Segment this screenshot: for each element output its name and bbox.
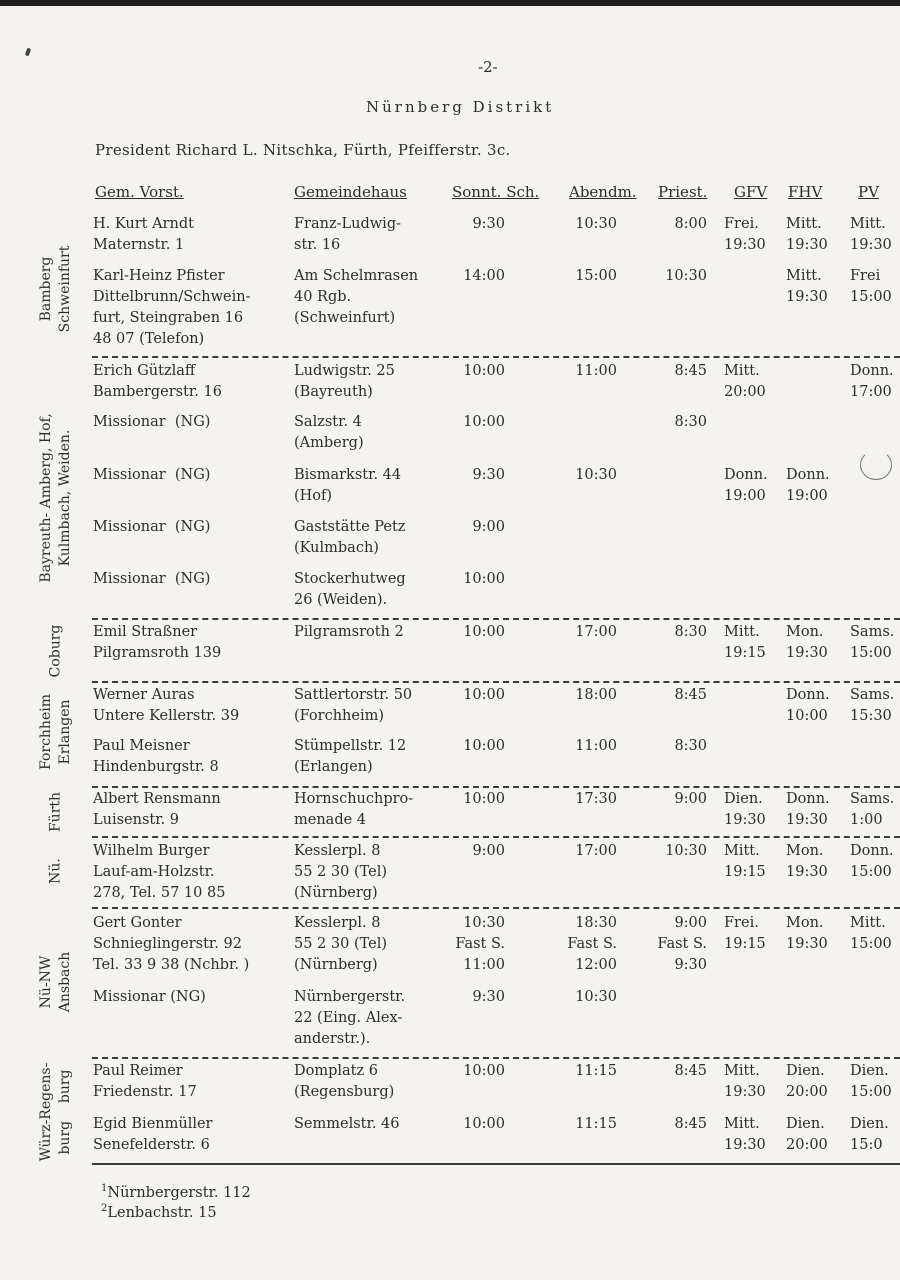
table-bottom-rule xyxy=(92,1163,900,1165)
cell-sonnt: 10:00 xyxy=(463,738,505,754)
cell-gfv: Dien. 19:30 xyxy=(724,791,766,828)
header-abendm: Abendm. xyxy=(569,183,637,201)
cell-fhv: Dien. 20:00 xyxy=(786,1063,828,1100)
header-priest: Priest. xyxy=(658,183,708,201)
cell-haus: Salzstr. 4 (Amberg) xyxy=(294,414,364,451)
cell-priest: 10:30 xyxy=(665,843,707,859)
cell-fhv: Donn. 10:00 xyxy=(786,687,830,724)
group-label: Würz-Regens- burg burg xyxy=(38,1062,73,1162)
page-number: -2- xyxy=(478,58,498,76)
cell-sonnt: 10:00 xyxy=(463,571,505,587)
cell-priest: 8:45 xyxy=(674,1116,707,1132)
cell-sonnt: 9:30 xyxy=(472,467,505,483)
cell-priest: 8:45 xyxy=(674,363,707,379)
cell-vorst: Paul Reimer Friedenstr. 17 xyxy=(93,1063,197,1100)
cell-pv: Dien. 15:0 xyxy=(850,1116,889,1153)
cell-haus: Stümpellstr. 12 (Erlangen) xyxy=(294,738,407,775)
cell-gfv: Mitt. 19:30 xyxy=(724,1063,766,1100)
cell-sonnt: 9:00 xyxy=(472,519,505,535)
cell-fhv: Mon. 19:30 xyxy=(786,915,828,952)
cell-vorst: Missionar (NG) xyxy=(93,519,211,535)
footnote xyxy=(101,1198,217,1224)
cell-vorst: H. Kurt Arndt Maternstr. 1 xyxy=(93,216,194,253)
cell-abend: 17:30 xyxy=(575,791,617,807)
footnote-mark: 2 xyxy=(101,1203,108,1214)
cell-gfv: Mitt. 19:15 xyxy=(724,624,766,661)
header-gemeindehaus: Gemeindehaus xyxy=(294,183,407,201)
cell-gfv: Mitt. 19:30 xyxy=(724,1116,766,1153)
cell-abend: 18:30 Fast S. 12:00 xyxy=(567,915,617,973)
cell-vorst: Werner Auras Untere Kellerstr. 39 xyxy=(93,687,240,724)
cell-priest: 8:45 xyxy=(674,687,707,703)
cell-abend: 10:30 xyxy=(575,467,617,483)
cell-priest: 8:30 xyxy=(674,624,707,640)
cell-sonnt: 10:00 xyxy=(463,1116,505,1132)
cell-vorst: Egid Bienmüller Senefelderstr. 6 xyxy=(93,1116,213,1153)
cell-haus: Ludwigstr. 25 (Bayreuth) xyxy=(294,363,395,400)
group-separator xyxy=(92,618,900,620)
group-label: Nü. xyxy=(47,858,64,884)
cell-fhv: Mon. 19:30 xyxy=(786,843,828,880)
cell-fhv: Mitt. 19:30 xyxy=(786,216,828,253)
cell-haus: Franz-Ludwig- str. 16 xyxy=(294,216,401,253)
cell-vorst: Paul Meisner Hindenburgstr. 8 xyxy=(93,738,219,775)
scan-edge xyxy=(0,0,900,6)
cell-gfv: Donn. 19:00 xyxy=(724,467,768,504)
cell-gfv: Mitt. 19:15 xyxy=(724,843,766,880)
cell-sonnt: 10:00 xyxy=(463,791,505,807)
group-separator xyxy=(92,786,900,788)
cell-gfv: Frei. 19:30 xyxy=(724,216,766,253)
cell-vorst: Gert Gonter Schnieglingerstr. 92 Tel. 33 9 38 (Nchbr. ) xyxy=(93,915,250,973)
cell-sonnt: 10:00 xyxy=(463,687,505,703)
cell-abend: 11:00 xyxy=(575,738,617,754)
header-fhv: FHV xyxy=(788,183,823,201)
cell-haus: Semmelstr. 46 xyxy=(294,1116,400,1132)
cell-haus: Bismarkstr. 44 (Hof) xyxy=(294,467,402,504)
cell-haus: Pilgramsroth 2 xyxy=(294,624,404,640)
cell-haus: Gaststätte Petz (Kulmbach) xyxy=(294,519,406,556)
header-pv: PV xyxy=(858,183,879,201)
cell-abend: 15:00 xyxy=(575,268,617,284)
cell-vorst: Missionar (NG) xyxy=(93,571,211,587)
cell-haus: Domplatz 6 (Regensburg) xyxy=(294,1063,395,1100)
group-label: Forchheim Erlangen xyxy=(38,694,73,770)
cell-sonnt: 10:30 Fast S. 11:00 xyxy=(455,915,505,973)
cell-priest: 9:00 Fast S. 9:30 xyxy=(657,915,707,973)
cell-priest: 10:30 xyxy=(665,268,707,284)
cell-vorst: Wilhelm Burger Lauf-am-Holzstr. 278, Tel. 57 10 85 xyxy=(93,843,226,901)
cell-haus: Sattlertorstr. 50 (Forchheim) xyxy=(294,687,413,724)
cell-vorst: Emil Straßner Pilgramsroth 139 xyxy=(93,624,222,661)
cell-gfv: Mitt. 20:00 xyxy=(724,363,766,400)
cell-haus: Hornschuchpro- menade 4 xyxy=(294,791,414,828)
cell-sonnt: 10:00 xyxy=(463,363,505,379)
cell-fhv: Dien. 20:00 xyxy=(786,1116,828,1153)
cell-priest: 8:30 xyxy=(674,738,707,754)
scan-speck xyxy=(25,48,31,57)
cell-pv: Sams. 1:00 xyxy=(850,791,895,828)
cell-pv: Sams. 15:00 xyxy=(850,624,895,661)
cell-haus: Stockerhutweg 26 (Weiden). xyxy=(294,571,406,608)
cell-priest: 8:45 xyxy=(674,1063,707,1079)
header-gfv: GFV xyxy=(734,183,768,201)
cell-fhv: Donn. 19:30 xyxy=(786,791,830,828)
cell-priest: 8:30 xyxy=(674,414,707,430)
header-gem-vorst: Gem. Vorst. xyxy=(95,183,184,201)
group-separator xyxy=(92,356,900,358)
cell-vorst: Missionar (NG) xyxy=(93,989,206,1005)
cell-abend: 17:00 xyxy=(575,843,617,859)
cell-pv: Sams. 15:30 xyxy=(850,687,895,724)
cell-fhv: Mon. 19:30 xyxy=(786,624,828,661)
cell-abend: 17:00 xyxy=(575,624,617,640)
cell-haus: Nürnbergerstr. 22 (Eing. Alex- anderstr.). xyxy=(294,989,406,1047)
cell-sonnt: 9:00 xyxy=(472,843,505,859)
group-label: Coburg xyxy=(47,624,64,678)
cell-abend: 18:00 xyxy=(575,687,617,703)
cell-sonnt: 9:30 xyxy=(472,216,505,232)
footnote-mark: 1 xyxy=(101,1183,108,1194)
group-separator xyxy=(92,681,900,683)
header-sonnt-sch: Sonnt. Sch. xyxy=(452,183,540,201)
cell-sonnt: 10:00 xyxy=(463,1063,505,1079)
footnote-text: Lenbachstr. 15 xyxy=(107,1205,217,1221)
cell-priest: 9:00 xyxy=(674,791,707,807)
cell-sonnt: 10:00 xyxy=(463,624,505,640)
cell-pv: Donn. 17:00 xyxy=(850,363,894,400)
cell-sonnt: 10:00 xyxy=(463,414,505,430)
cell-pv: Dien. 15:00 xyxy=(850,1063,892,1100)
cell-pv: Mitt. 19:30 xyxy=(850,216,892,253)
group-separator xyxy=(92,907,900,909)
cell-pv: Mitt. 15:00 xyxy=(850,915,892,952)
cell-abend: 11:15 xyxy=(575,1116,617,1132)
cell-fhv: Mitt. 19:30 xyxy=(786,268,828,305)
cell-fhv: Donn. 19:00 xyxy=(786,467,830,504)
cell-vorst: Karl-Heinz Pfister Dittelbrunn/Schwein- furt, Steingraben 16 48 07 (Telefon) xyxy=(93,268,251,347)
cell-haus: Am Schelmrasen 40 Rgb. (Schweinfurt) xyxy=(294,268,419,326)
cell-haus: Kesslerpl. 8 55 2 30 (Tel) (Nürnberg) xyxy=(294,915,388,973)
group-label: Bamberg Schweinfurt xyxy=(38,245,73,333)
cell-vorst: Missionar (NG) xyxy=(93,467,211,483)
cell-abend: 11:00 xyxy=(575,363,617,379)
cell-sonnt: 14:00 xyxy=(463,268,505,284)
cell-haus: Kesslerpl. 8 55 2 30 (Tel) (Nürnberg) xyxy=(294,843,388,901)
cell-priest: 8:00 xyxy=(674,216,707,232)
footnote-text: Nürnbergerstr. 112 xyxy=(107,1185,251,1201)
cell-gfv: Frei. 19:15 xyxy=(724,915,766,952)
cell-vorst: Missionar (NG) xyxy=(93,414,211,430)
group-separator xyxy=(92,1057,900,1059)
page-title: Nürnberg Distrikt xyxy=(366,98,555,116)
president-line: President Richard L. Nitschka, Fürth, Pfeifferstr. 3c. xyxy=(95,141,511,159)
group-separator xyxy=(92,836,900,838)
cell-sonnt: 9:30 xyxy=(472,989,505,1005)
cell-abend: 10:30 xyxy=(575,989,617,1005)
group-label: Nü-NW Ansbach xyxy=(38,951,73,1013)
cell-vorst: Erich Gützlaff Bambergerstr. 16 xyxy=(93,363,222,400)
cell-abend: 10:30 xyxy=(575,216,617,232)
group-label: Fürth xyxy=(47,791,64,833)
cell-pv: Donn. 15:00 xyxy=(850,843,894,880)
group-label: Bayreuth- Amberg, Hof, Kulmbach, Weiden. xyxy=(38,413,73,583)
cell-abend: 11:15 xyxy=(575,1063,617,1079)
cell-pv: Frei 15:00 xyxy=(850,268,892,305)
cell-vorst: Albert Rensmann Luisenstr. 9 xyxy=(93,791,221,828)
pencil-mark xyxy=(860,450,892,480)
